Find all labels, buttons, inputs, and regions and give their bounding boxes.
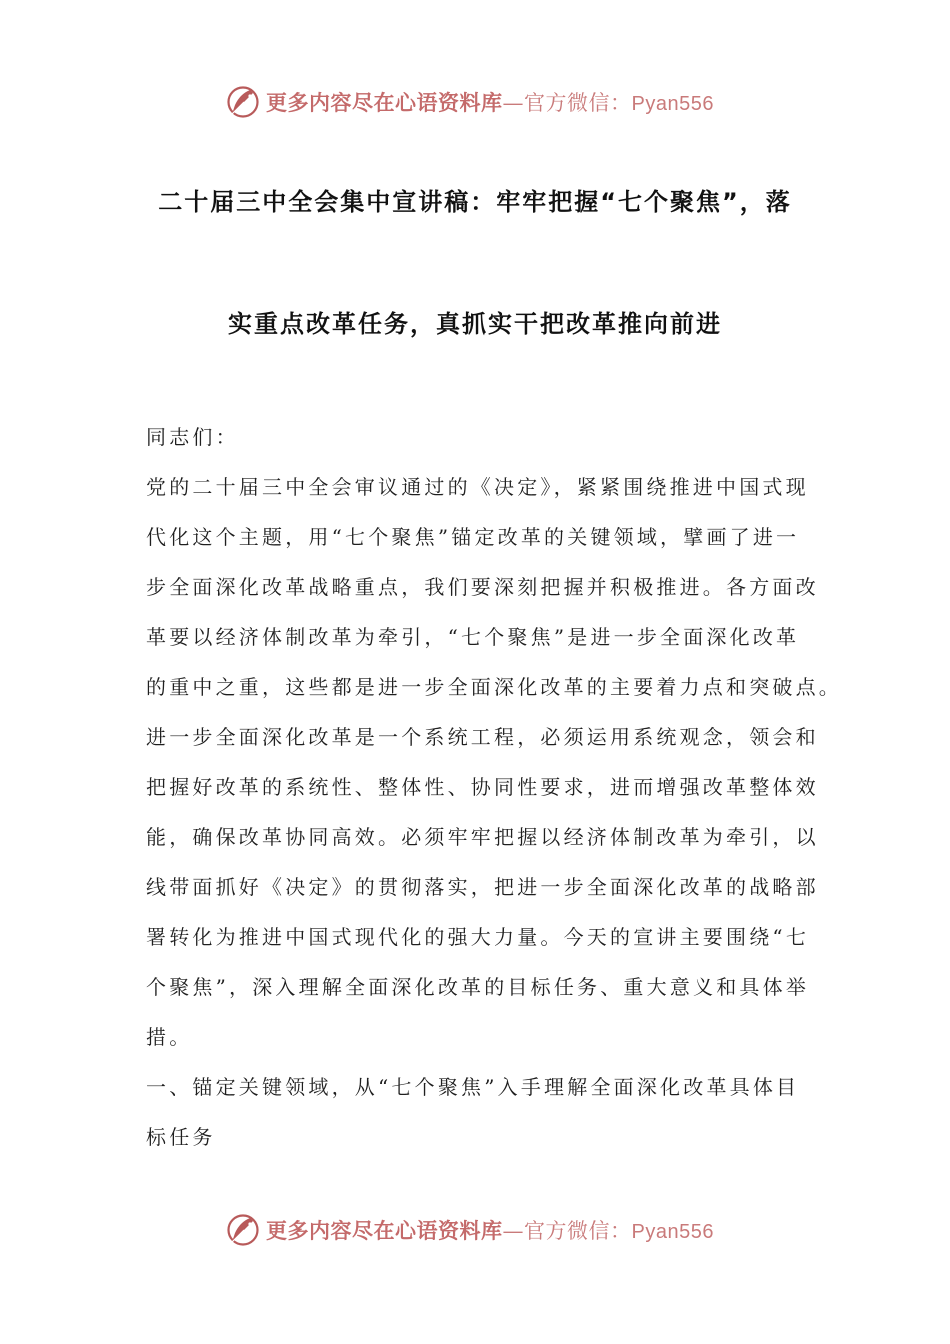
body-line: 署转化为推进中国式现代化的强大力量。今天的宣讲主要围绕“七 [146,925,810,949]
watermark-brand: 更多内容尽在心语资料库 [266,90,503,115]
section-heading-line: 标任务 [146,1125,216,1149]
watermark-contact-id: Pyan556 [631,1221,714,1243]
body-line: 个聚焦”，深入理解全面深化改革的目标任务、重大意义和具体举 [146,975,810,999]
section-heading-line: 一、锚定关键领域，从“七个聚焦”入手理解全面深化改革具体目 [146,1075,800,1099]
watermark-brand: 更多内容尽在心语资料库 [266,1218,503,1243]
watermark-text [266,1215,714,1245]
body-line: 党的二十届三中全会审议通过的《决定》，紧紧围绕推进中国式现 [146,475,809,499]
document-title-line-2: 实重点改革任务，真抓实干把改革推向前进 [228,310,722,338]
body-line: 进一步全面深化改革是一个系统工程，必须运用系统观念，领会和 [146,725,819,749]
document-title-line-1: 二十届三中全会集中宣讲稿：牢牢把握“七个聚焦”，落 [158,188,792,216]
body-line: 代化这个主题，用“七个聚焦”锚定改革的关键领域，擘画了进一 [146,525,800,549]
watermark-contact-label: 官方微信： [524,91,632,115]
watermark-separator: — [502,91,525,115]
watermark-banner-bottom [0,1210,950,1250]
watermark-content [226,1213,714,1247]
watermark-text [266,87,714,117]
body-line: 线带面抓好《决定》的贯彻落实，把进一步全面深化改革的战略部 [146,875,819,899]
document-body [146,412,842,1162]
watermark-separator: — [502,1219,525,1243]
body-line: 的重中之重，这些都是进一步全面深化改革的主要着力点和突破点。 [146,675,842,699]
body-line: 把握好改革的系统性、整体性、协同性要求，进而增强改革整体效 [146,775,819,799]
watermark-banner-top [0,82,950,122]
body-line: 步全面深化改革战略重点，我们要深刻把握并积极推进。各方面改 [146,575,819,599]
body-line: 同志们： [146,425,239,449]
body-line: 革要以经济体制改革为牵引，“七个聚焦”是进一步全面深化改革 [146,625,800,649]
watermark-contact-id: Pyan556 [631,93,714,115]
quill-pen-logo-icon [226,1213,260,1247]
body-line: 措。 [146,1025,193,1049]
watermark-content [226,85,714,119]
watermark-contact-label: 官方微信： [524,1219,632,1243]
body-line: 能，确保改革协同高效。必须牢牢把握以经济体制改革为牵引，以 [146,825,819,849]
quill-pen-logo-icon [226,85,260,119]
